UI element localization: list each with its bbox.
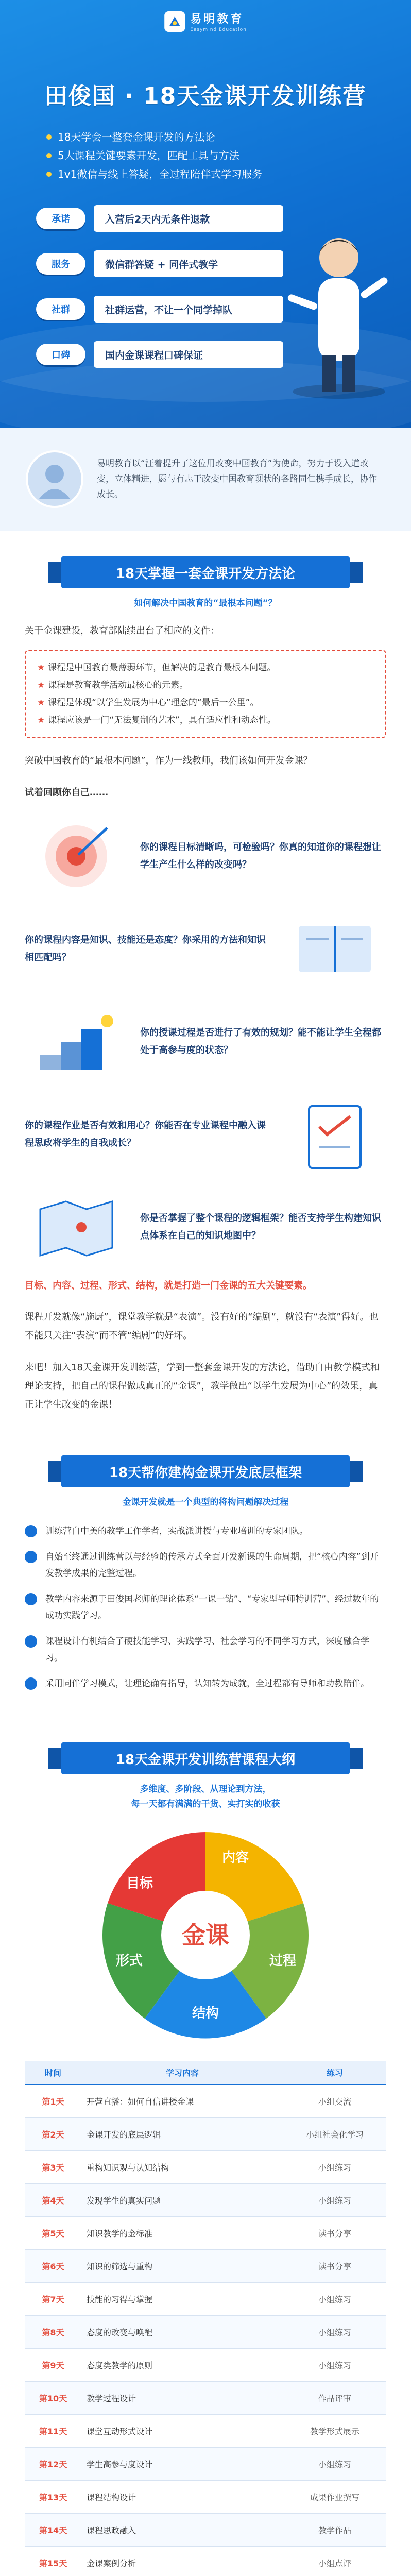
table-row — [25, 2480, 386, 2513]
policy-line: ★ 课程是教育教学活动最核心的元素。 — [37, 680, 189, 690]
benefit-row — [36, 289, 283, 329]
table-cell-practice: 小组练习 — [283, 2150, 386, 2183]
check-icon — [25, 1551, 37, 1563]
table-cell-practice: 成果作业撰写 — [283, 2480, 386, 2513]
table-cell-day: 第15天 — [25, 2546, 81, 2576]
section-subtitle: 金课开发就是一个典型的将构问题解决过程 — [122, 1497, 289, 1507]
section-title: 18天帮你建构金课开发底层框架 — [61, 1455, 350, 1487]
table-cell-topic: 金课案例分析 — [81, 2546, 283, 2576]
feature-item: 训练营自中美的教学工作学者，实战派讲授与专业培训的专家团队。 — [25, 1523, 386, 1539]
qa-text: 你的课程目标清晰吗，可检验吗？你真的知道你的课程想让学生产生什么样的改变吗？ — [140, 842, 381, 870]
table-cell-topic: 态度类教学的原则 — [81, 2348, 283, 2381]
stairs-illustration — [25, 1003, 128, 1080]
table-row — [25, 2117, 386, 2150]
benefit-tag: 承诺 — [36, 208, 85, 229]
col-header: 时间 — [25, 2061, 81, 2084]
feature-item: 教学内容来源于田俊国老师的理论体系“一课一钻”、“专家型导师特训营”、经过数年的成功实践学习。 — [25, 1591, 386, 1624]
section-methodology — [0, 531, 411, 1430]
benefit-text: 微信群答疑 + 同伴式教学 — [94, 250, 283, 277]
logo-mark-icon — [164, 11, 185, 32]
wheel-label: 内容 — [221, 1850, 249, 1866]
wheel-label: 过程 — [269, 1953, 297, 1969]
qa-item — [25, 910, 386, 988]
table-cell-practice: 小组练习 — [283, 2282, 386, 2315]
section-subtitle: 如何解决中国教育的“最根本问题”？ — [134, 598, 277, 608]
table-cell-topic: 教学过程设计 — [81, 2381, 283, 2414]
table-row — [25, 2513, 386, 2546]
qa-item — [25, 1096, 386, 1173]
qa-text: 你的课程内容是知识、技能还是态度？你采用的方法和知识相匹配吗？ — [25, 935, 266, 963]
col-header: 学习内容 — [81, 2061, 283, 2084]
table-row — [25, 2150, 386, 2183]
intro-paragraph: 关于金课建设，教育部陆续出台了相应的文件： — [25, 625, 219, 636]
table-cell-day: 第13天 — [25, 2480, 81, 2513]
homework-illustration — [283, 1096, 386, 1173]
table-cell-practice: 读书分享 — [283, 2216, 386, 2249]
table-cell-day: 第5天 — [25, 2216, 81, 2249]
map-illustration — [25, 1189, 128, 1266]
section-syllabus — [0, 1717, 411, 2576]
bullet-dot-icon — [46, 134, 52, 140]
table-cell-practice: 小组交流 — [283, 2084, 386, 2117]
section-subtitle-2: 每一天都有满满的干货、实打实的收获 — [131, 1799, 280, 1809]
avatar — [26, 450, 83, 508]
table-header-row — [25, 2061, 386, 2084]
table-cell-day: 第3天 — [25, 2150, 81, 2183]
feature-item: 课程设计有机结合了硬技能学习、实践学习、社会学习的不同学习方式，深度融合学习。 — [25, 1633, 386, 1666]
reflect-line: 试着回顾你自己…… — [25, 787, 108, 798]
five-elements-wheel — [25, 1822, 386, 2048]
table-cell-topic: 金课开发的底层逻辑 — [81, 2117, 283, 2150]
table-row — [25, 2414, 386, 2447]
table-row — [25, 2249, 386, 2282]
table-row — [25, 2282, 386, 2315]
hero-bullet: 5大课程关键要素开发，匹配工具与方法 — [46, 146, 365, 165]
intro-text: 易明教育以“汪着提升了这位用改变中国教育”为使命，努力于设入道改变，立体精进，愿与有志于改变中国教育现状的各路同仁携手成长，协作成长。 — [97, 459, 377, 500]
benefit-tag: 服务 — [36, 253, 85, 275]
table-cell-day: 第6天 — [25, 2249, 81, 2282]
check-icon — [25, 1677, 37, 1690]
qa-item — [25, 1003, 386, 1080]
brand-sub: Easymind Education — [190, 27, 247, 32]
hero-bullet: 1v1微信与线上答疑，全过程陪伴式学习服务 — [46, 165, 365, 183]
feature-list — [25, 1523, 386, 1692]
syllabus-table — [25, 2061, 386, 2576]
policy-line: ★ 课程是中国教育最薄弱环节，但解决的是教育最根本问题。 — [37, 663, 276, 673]
table-cell-day: 第10天 — [25, 2381, 81, 2414]
key-elements-line: 目标、内容、过程、形式、结构，就是打造一门金课的五大关键要素。 — [25, 1280, 312, 1291]
table-cell-practice: 小组点评 — [283, 2546, 386, 2576]
table-cell-day: 第9天 — [25, 2348, 81, 2381]
qa-item — [25, 818, 386, 895]
table-cell-topic: 发现学生的真实问题 — [81, 2183, 283, 2216]
table-cell-day: 第2天 — [25, 2117, 81, 2150]
table-cell-topic: 态度的改变与唤醒 — [81, 2315, 283, 2348]
table-cell-practice: 读书分享 — [283, 2249, 386, 2282]
table-cell-practice: 教学形式展示 — [283, 2414, 386, 2447]
qa-text: 你的课程作业是否有效和用心？你能否在专业课程中融入课程思政将学生的自我成长？ — [25, 1120, 266, 1148]
star-icon: ★ — [37, 680, 45, 690]
benefit-text: 入营后2天内无条件退款 — [94, 205, 283, 232]
brand-name: 易明教育 — [190, 13, 244, 26]
benefit-tag: 社群 — [36, 298, 85, 320]
wheel-center-label: 金课 — [182, 1921, 229, 1949]
intro-strip — [0, 428, 411, 531]
hero-bullets — [46, 128, 365, 183]
section-title: 18天掌握一套金课开发方法论 — [61, 556, 350, 588]
policy-line: ★ 课程应该是一门“无法复制的艺术”，具有适应性和动态性。 — [37, 715, 276, 725]
feature-item: 自始至终通过训练营以与经验的传承方式全面开发新课的生命周期，把“核心内容”到开发教学成果的完整过程。 — [25, 1549, 386, 1582]
teacher-illustration — [282, 216, 396, 402]
wheel-chart — [92, 1822, 319, 2048]
table-cell-practice: 教学作品 — [283, 2513, 386, 2546]
analogy-paragraph: 课程开发就像“施厨”，课堂教学就是“表演”。没有好的“编剧”，就没有“表演”得好。也不能只关注“表演”而不管“编剧”的好坏。 — [25, 1312, 379, 1341]
bullet-dot-icon — [46, 172, 52, 177]
table-cell-topic: 开营直播：如何自信讲授金课 — [81, 2084, 283, 2117]
wheel-label: 形式 — [115, 1953, 143, 1969]
wheel-label: 结构 — [192, 2006, 219, 2021]
qa-text: 你是否掌握了整个课程的逻辑框架？能否支持学生构建知识点体系在自己的知识地图中？ — [140, 1213, 381, 1241]
benefit-list — [36, 198, 283, 380]
table-cell-topic: 技能的习得与掌握 — [81, 2282, 283, 2315]
star-icon: ★ — [37, 663, 45, 673]
benefit-row — [36, 198, 283, 239]
table-cell-topic: 知识的筛选与重构 — [81, 2249, 283, 2282]
table-cell-practice: 小组社会化学习 — [283, 2117, 386, 2150]
table-row — [25, 2348, 386, 2381]
table-row — [25, 2315, 386, 2348]
table-cell-practice: 小组练习 — [283, 2183, 386, 2216]
benefit-row — [36, 334, 283, 375]
table-cell-day: 第12天 — [25, 2447, 81, 2480]
star-icon: ★ — [37, 698, 45, 708]
table-cell-topic: 课程结构设计 — [81, 2480, 283, 2513]
table-cell-topic: 重构知识观与认知结构 — [81, 2150, 283, 2183]
table-cell-day: 第7天 — [25, 2282, 81, 2315]
table-cell-practice: 小组练习 — [283, 2315, 386, 2348]
section-title: 18天金课开发训练营课程大纲 — [61, 1742, 350, 1774]
feature-item: 采用同伴学习模式，让理论确有指导，认知转为成就，全过程都有导师和助教陪伴。 — [25, 1675, 386, 1692]
question-paragraph: 突破中国教育的“最根本问题”，作为一线教师，我们该如何开发金课？ — [25, 755, 313, 766]
check-icon — [25, 1635, 37, 1648]
target-illustration — [25, 818, 128, 895]
benefit-row — [36, 244, 283, 284]
table-cell-topic: 知识教学的金标准 — [81, 2216, 283, 2249]
book-illustration — [283, 910, 386, 988]
col-header: 练习 — [283, 2061, 386, 2084]
qa-text: 你的授课过程是否进行了有效的规划？能不能让学生全程都处于高参与度的状态？ — [140, 1027, 381, 1056]
table-cell-practice: 作品评审 — [283, 2381, 386, 2414]
table-cell-day: 第11天 — [25, 2414, 81, 2447]
table-row — [25, 2216, 386, 2249]
table-cell-topic: 学生高参与度设计 — [81, 2447, 283, 2480]
table-row — [25, 2546, 386, 2576]
policy-line: ★ 课程是体现“以学生发展为中心”理念的“最后一公里”。 — [37, 698, 259, 708]
hero-title: 田俊国 · 18天金课开发训练营 — [44, 83, 367, 109]
cta-paragraph: 来吧！加入18天金课开发训练营，学到一整套金课开发的方法论，借助自由教学模式和理论支持，把自己的课程做成真正的“金课”，教学做出“以学生发展为中心”的效果，真正让学生改变的金课！ — [25, 1362, 380, 1410]
benefit-text: 国内金课课程口碑保证 — [94, 341, 283, 368]
hero-section — [0, 0, 411, 428]
benefit-tag: 口碑 — [36, 344, 85, 365]
star-icon: ★ — [37, 715, 45, 725]
table-body — [25, 2084, 386, 2576]
table-row — [25, 2381, 386, 2414]
check-icon — [25, 1593, 37, 1605]
table-cell-topic: 课堂互动形式设计 — [81, 2414, 283, 2447]
check-icon — [25, 1525, 37, 1537]
section-subtitle-1: 多维度、多阶段、从理论到方法， — [140, 1784, 271, 1794]
table-cell-practice: 小组练习 — [283, 2447, 386, 2480]
table-cell-topic: 课程思政融入 — [81, 2513, 283, 2546]
brand-logo — [164, 10, 247, 32]
table-row — [25, 2447, 386, 2480]
bullet-dot-icon — [46, 153, 52, 158]
table-row — [25, 2084, 386, 2117]
hero-bullet: 18天学会一整套金课开发的方法论 — [46, 128, 365, 146]
table-cell-day: 第1天 — [25, 2084, 81, 2117]
wheel-label: 目标 — [126, 1876, 153, 1891]
table-cell-practice: 小组练习 — [283, 2348, 386, 2381]
benefit-text: 社群运营，不让一个同学掉队 — [94, 296, 283, 323]
table-cell-day: 第8天 — [25, 2315, 81, 2348]
qa-item — [25, 1189, 386, 1266]
table-row — [25, 2183, 386, 2216]
table-cell-day: 第14天 — [25, 2513, 81, 2546]
policy-box — [25, 650, 386, 738]
section-framework — [0, 1430, 411, 1717]
table-cell-day: 第4天 — [25, 2183, 81, 2216]
